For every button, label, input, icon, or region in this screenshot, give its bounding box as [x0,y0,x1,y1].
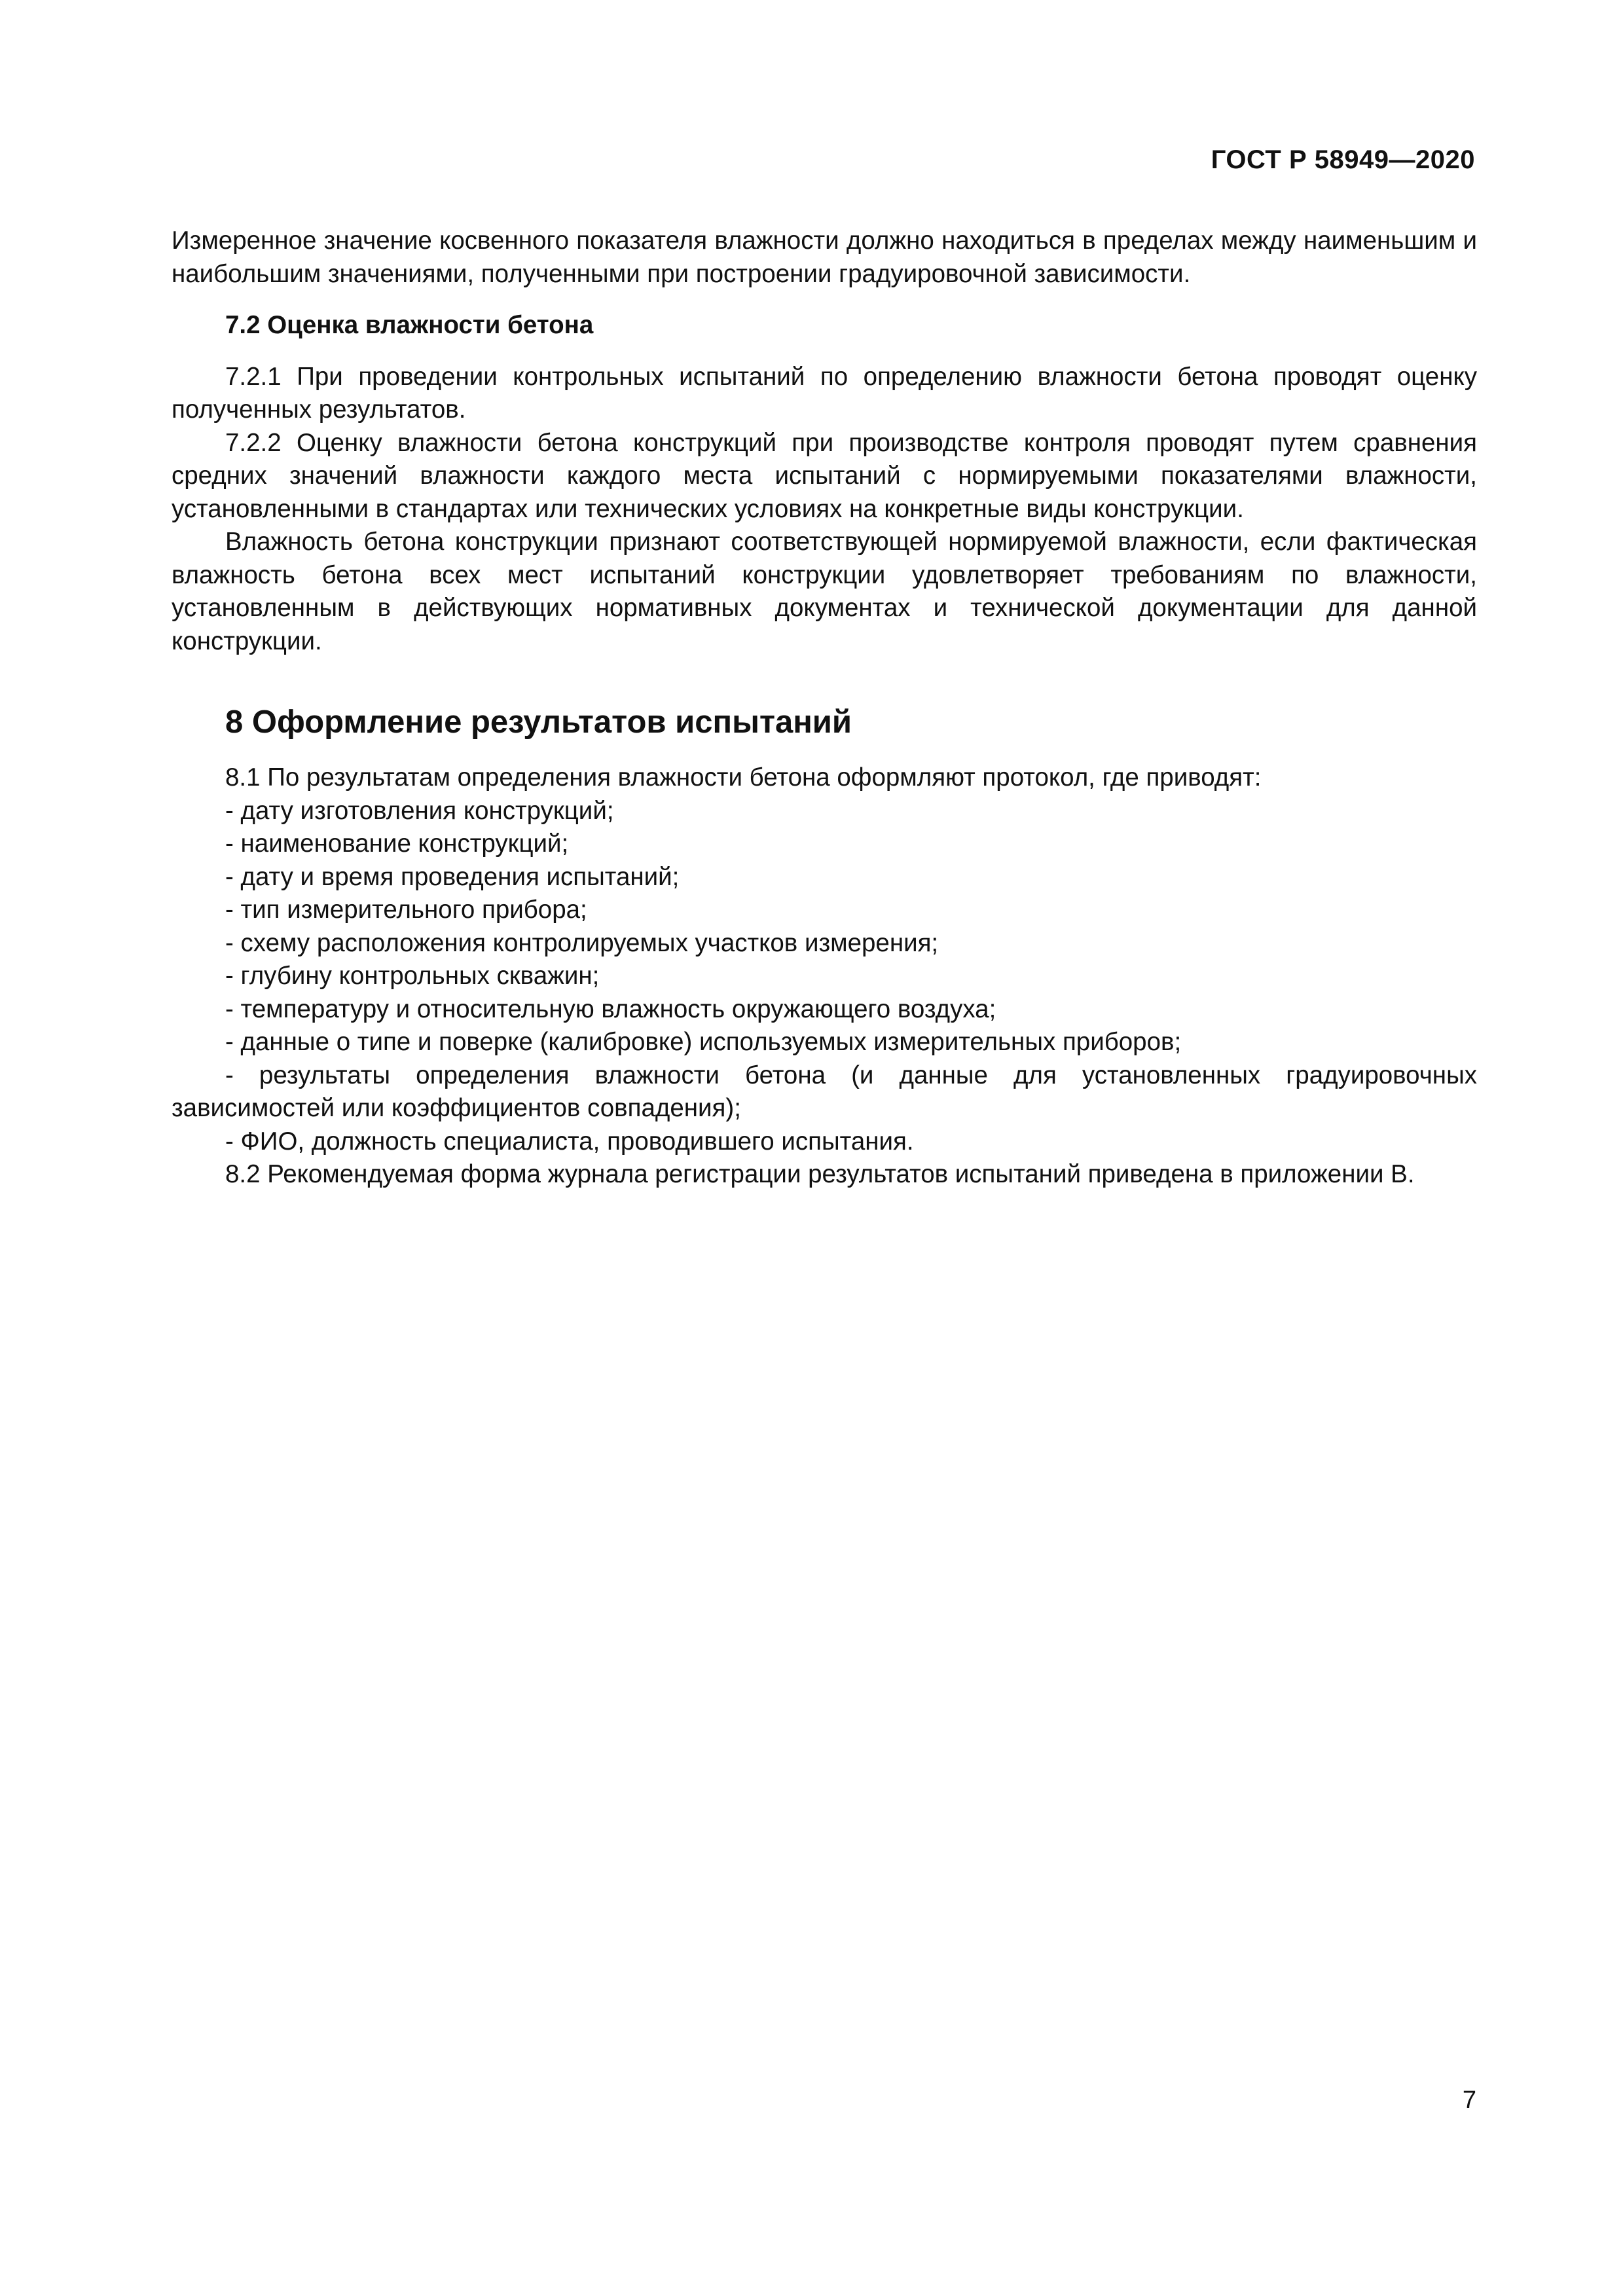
page-number: 7 [1462,2086,1476,2114]
paragraph-8-1: 8.1 По результатам определения влажности бетона оформляют протокол, где приводят: [225,763,1262,792]
list-item: - температуру и относительную влажность окружающего воздуха; [225,994,996,1023]
paragraph-7-2-2: 7.2.2 Оценку влажности бетона конструкций при производстве контроля проводят путем сравнения средних значений влажности каждого места испытаний с нормируемыми показателями влажности, установленными в стандартах или технических условиях на конкретные виды конструкции. [172,428,1477,523]
list-item: - глубину контрольных скважин; [225,962,600,990]
list-item: - дату и время проведения испытаний; [225,862,680,891]
paragraph-intro: Измеренное значение косвенного показателя влажности должно находиться в пределах между наименьшим и наибольшим значениями, полученными при построении градуировочной зависимости. [172,227,1477,288]
list-item: - дату изготовления конструкций; [225,796,614,825]
document-body [172,225,1477,1192]
list-item: - результаты определения влажности бетона (и данные для установленных градуировочных зависимостей или коэффициентов совпадения); [172,1061,1477,1122]
paragraph-compliance: Влажность бетона конструкции признают соответствующей нормируемой влажности, если фактическая влажность бетона всех мест испытаний конструкции удовлетворяет требованиям по влажности, установленным в действующих нормативных документах и технической документации для данной конструкции. [172,528,1477,655]
document-code: ГОСТ Р 58949—2020 [1211,145,1475,174]
list-item: - наименование конструкций; [225,829,569,858]
paragraph-8-2: 8.2 Рекомендуемая форма журнала регистрации результатов испытаний приведена в приложении В. [225,1160,1415,1188]
list-item: - данные о типе и поверке (калибровке) используемых измерительных приборов; [225,1028,1182,1056]
subsection-heading-7-2: 7.2 Оценка влажности бетона [225,311,594,339]
section-heading-8: 8 Оформление результатов испытаний [225,704,852,740]
list-item: - ФИО, должность специалиста, проводившего испытания. [225,1127,914,1156]
list-item: - тип измерительного прибора; [225,896,587,924]
paragraph-7-2-1: 7.2.1 При проведении контрольных испытаний по определению влажности бетона проводят оценку полученных результатов. [172,362,1477,424]
list-item: - схему расположения контролируемых участков измерения; [225,928,939,957]
